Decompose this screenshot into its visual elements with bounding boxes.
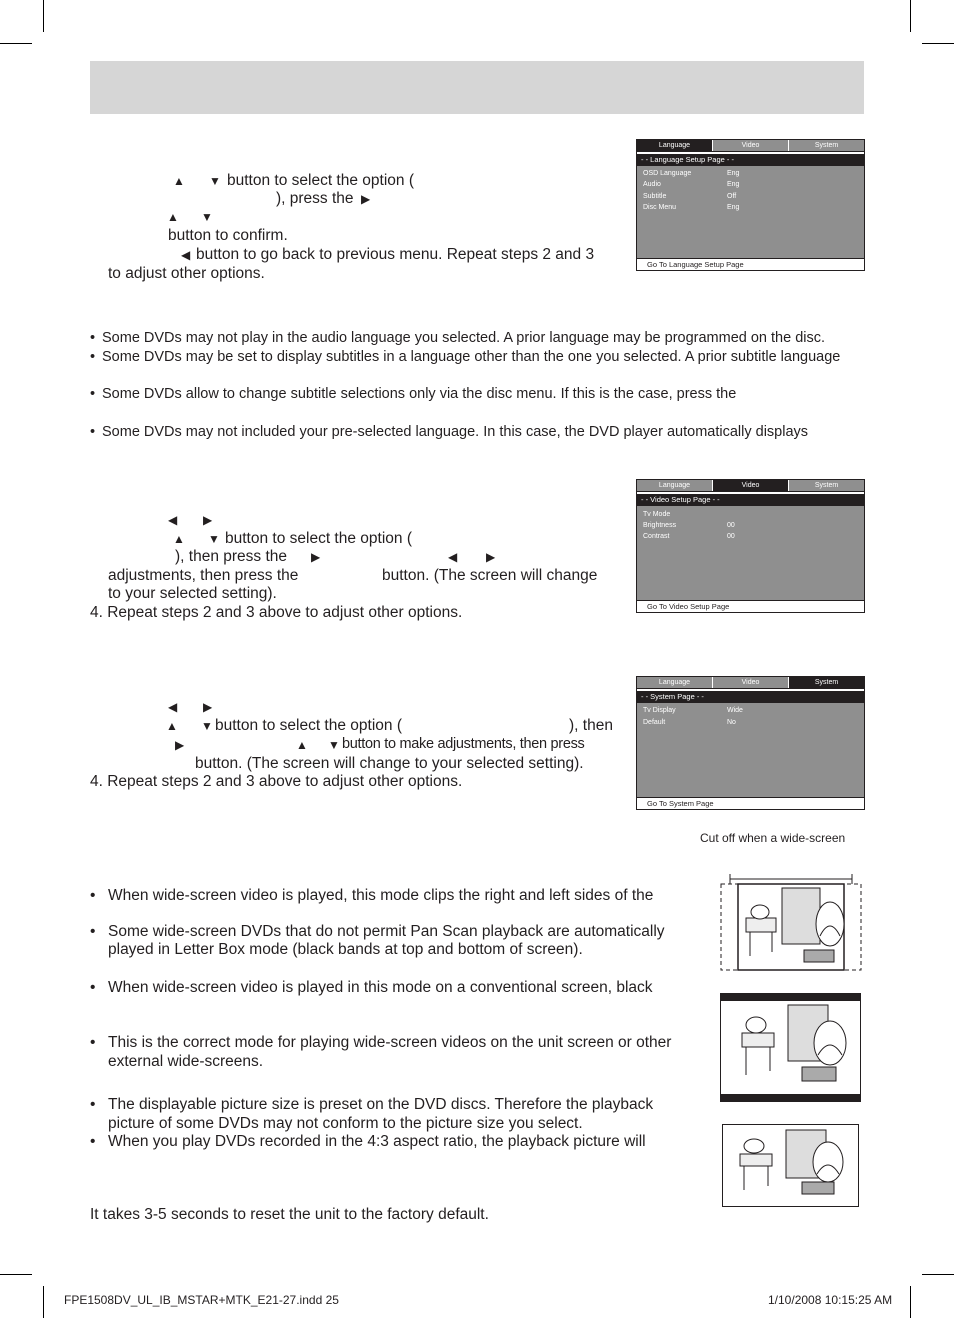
osd-row-label: Audio	[643, 181, 661, 188]
note-text: Some DVDs may not play in the audio language you selected. A prior language may be programmed on the disc.	[102, 330, 826, 346]
right-arrow-icon: ▶	[311, 550, 321, 564]
osd-row-label: Subtitle	[643, 193, 667, 200]
osd-row-value: Eng	[727, 170, 740, 177]
display-bullet: •	[90, 1096, 96, 1113]
osd-row-label: Disc Menu	[643, 204, 677, 211]
display-text: played in Letter Box mode (black bands at top and bottom of screen).	[108, 941, 583, 958]
osd-tab-language: Language	[637, 480, 712, 491]
default-note: It takes 3-5 seconds to reset the unit to the factory default.	[90, 1206, 489, 1223]
pan-scan-illustration	[718, 866, 864, 974]
file-slug: FPE1508DV_UL_IB_MSTAR+MTK_E21-27.indd 25	[64, 1293, 339, 1307]
language-step-line: to adjust other options.	[108, 265, 265, 282]
video-step-line: 4. Repeat steps 2 and 3 above to adjust other options.	[90, 604, 463, 621]
osd-page-title: - - Video Setup Page - -	[637, 494, 864, 506]
down-arrow-icon: ▼	[201, 210, 213, 224]
display-bullet: •	[90, 1034, 96, 1051]
osd-footer: Go To Video Setup Page	[637, 600, 864, 612]
osd-row-value: Eng	[727, 181, 740, 188]
osd-page-title: - - System Page - -	[637, 691, 864, 703]
osd-tab-video: Video	[712, 480, 788, 491]
note-text: Some DVDs may be set to display subtitles in a language other than the one you selected. A prior subtitle language	[102, 349, 841, 365]
language-step-line: button to select the option (	[227, 172, 414, 189]
note-bullet: •	[90, 349, 96, 365]
osd-row-label: Contrast	[643, 533, 670, 540]
pan-scan-caption: Cut off when a wide-screen	[700, 831, 846, 845]
down-arrow-icon: ▼	[208, 532, 220, 546]
osd-row	[643, 191, 783, 202]
osd-row	[643, 509, 783, 520]
display-text: The displayable picture size is preset on the DVD discs. Therefore the playback	[108, 1096, 654, 1113]
osd-row-value: No	[727, 719, 736, 726]
note-text: Some DVDs allow to change subtitle selections only via the disc menu. If this is the case, press the	[102, 386, 737, 402]
display-text: When wide-screen video is played, this mode clips the right and left sides of the	[108, 887, 654, 904]
language-step-line: ), press the	[276, 190, 354, 207]
osd-body	[637, 154, 864, 270]
osd-row	[643, 705, 783, 716]
display-text: Some wide-screen DVDs that do not permit Pan Scan playback are automatically	[108, 923, 665, 940]
display-text: When you play DVDs recorded in the 4:3 aspect ratio, the playback picture will	[108, 1133, 646, 1150]
crop-mark	[0, 43, 32, 44]
note-bullet: •	[90, 424, 96, 440]
language-step-line: button to confirm.	[168, 227, 288, 244]
display-text: When wide-screen video is played in this mode on a conventional screen, black	[108, 979, 653, 996]
osd-row-value: Wide	[727, 707, 743, 714]
language-step-line: button to go back to previous menu. Repeat steps 2 and 3	[196, 246, 595, 263]
page-header-bar	[90, 61, 864, 114]
note-bullet: •	[90, 330, 96, 346]
crop-mark	[43, 1286, 44, 1318]
system-step-line: 4. Repeat steps 2 and 3 above to adjust other options.	[90, 773, 463, 790]
osd-row-value: Off	[727, 193, 737, 200]
osd-tab-bar	[637, 677, 864, 689]
up-arrow-icon: ▲	[173, 532, 185, 546]
crop-mark	[910, 0, 911, 32]
video-step-line: button. (The screen will change	[382, 567, 598, 584]
osd-tab-bar	[637, 140, 864, 152]
right-arrow-icon: ▶	[486, 550, 496, 564]
osd-panel	[637, 703, 864, 797]
right-arrow-icon: ▶	[361, 192, 371, 206]
osd-row	[643, 202, 783, 213]
left-arrow-icon: ◀	[181, 248, 191, 262]
note-text: Some DVDs may not included your pre-selected language. In this case, the DVD player automatically displays	[102, 424, 809, 440]
osd-panel	[637, 506, 864, 600]
system-step-line: button to select the option (	[215, 717, 402, 734]
osd-footer: Go To Language Setup Page	[637, 258, 864, 270]
osd-row	[643, 531, 783, 542]
osd-tab-video: Video	[712, 677, 788, 688]
crop-mark	[0, 1274, 32, 1275]
video-setup-osd	[636, 479, 865, 613]
right-arrow-icon: ▶	[203, 700, 213, 714]
osd-tab-bar	[637, 480, 864, 492]
wide-screen-illustration	[722, 1124, 860, 1208]
osd-body	[637, 494, 864, 612]
display-text: This is the correct mode for playing wide-screen videos on the unit screen or other	[108, 1034, 672, 1051]
language-setup-osd	[636, 139, 865, 271]
up-arrow-icon: ▲	[166, 719, 178, 733]
osd-row-label: Tv Mode	[643, 511, 671, 518]
video-step-line: ), then press the	[175, 548, 288, 565]
video-step-line: to your selected setting).	[108, 585, 277, 602]
osd-tab-system: System	[788, 480, 864, 491]
down-arrow-icon: ▼	[328, 738, 340, 752]
up-arrow-icon: ▲	[296, 738, 308, 752]
osd-tab-language: Language	[637, 677, 712, 688]
osd-row-label: Brightness	[643, 522, 677, 529]
right-arrow-icon: ▶	[175, 738, 185, 752]
left-arrow-icon: ◀	[448, 550, 458, 564]
osd-row	[643, 168, 783, 179]
osd-row-label: Default	[643, 719, 666, 726]
display-bullet: •	[90, 887, 96, 904]
left-arrow-icon: ◀	[168, 513, 178, 527]
osd-row	[643, 717, 783, 728]
osd-row	[643, 520, 783, 531]
osd-tab-video: Video	[712, 140, 788, 151]
osd-row-label: Tv Display	[643, 707, 676, 714]
osd-panel	[637, 166, 864, 258]
osd-row-label: OSD Language	[643, 170, 692, 177]
osd-body	[637, 691, 864, 809]
video-step-line: adjustments, then press the	[108, 567, 299, 584]
osd-tab-system: System	[788, 140, 864, 151]
left-arrow-icon: ◀	[168, 700, 178, 714]
down-arrow-icon: ▼	[201, 719, 213, 733]
crop-mark	[910, 1286, 911, 1318]
display-bullet: •	[90, 1133, 96, 1150]
osd-tab-language: Language	[637, 140, 712, 151]
osd-page-title: - - Language Setup Page - -	[637, 154, 864, 166]
display-bullet: •	[90, 923, 96, 940]
osd-row	[643, 179, 783, 190]
note-bullet: •	[90, 386, 96, 402]
up-arrow-icon: ▲	[173, 174, 185, 188]
down-arrow-icon: ▼	[209, 174, 221, 188]
display-text: picture of some DVDs may not conform to the picture size you select.	[108, 1115, 583, 1132]
display-text: external wide-screens.	[108, 1053, 264, 1070]
system-setup-osd	[636, 676, 865, 810]
osd-footer: Go To System Page	[637, 797, 864, 809]
date-slug: 1/10/2008 10:15:25 AM	[768, 1293, 893, 1307]
osd-row-value: 00	[727, 533, 735, 540]
system-step-line: button to make adjustments, then press	[342, 736, 585, 752]
system-step-line: ), then	[569, 717, 613, 734]
up-arrow-icon: ▲	[167, 210, 179, 224]
crop-mark	[922, 1274, 954, 1275]
system-step-line: button. (The screen will change to your selected setting).	[195, 755, 584, 772]
letter-box-illustration	[720, 993, 862, 1103]
video-step-line: button to select the option (	[225, 530, 412, 547]
display-bullet: •	[90, 979, 96, 996]
right-arrow-icon: ▶	[203, 513, 213, 527]
crop-mark	[43, 0, 44, 32]
osd-tab-system: System	[788, 677, 864, 688]
osd-row-value: 00	[727, 522, 735, 529]
osd-row-value: Eng	[727, 204, 740, 211]
crop-mark	[922, 43, 954, 44]
